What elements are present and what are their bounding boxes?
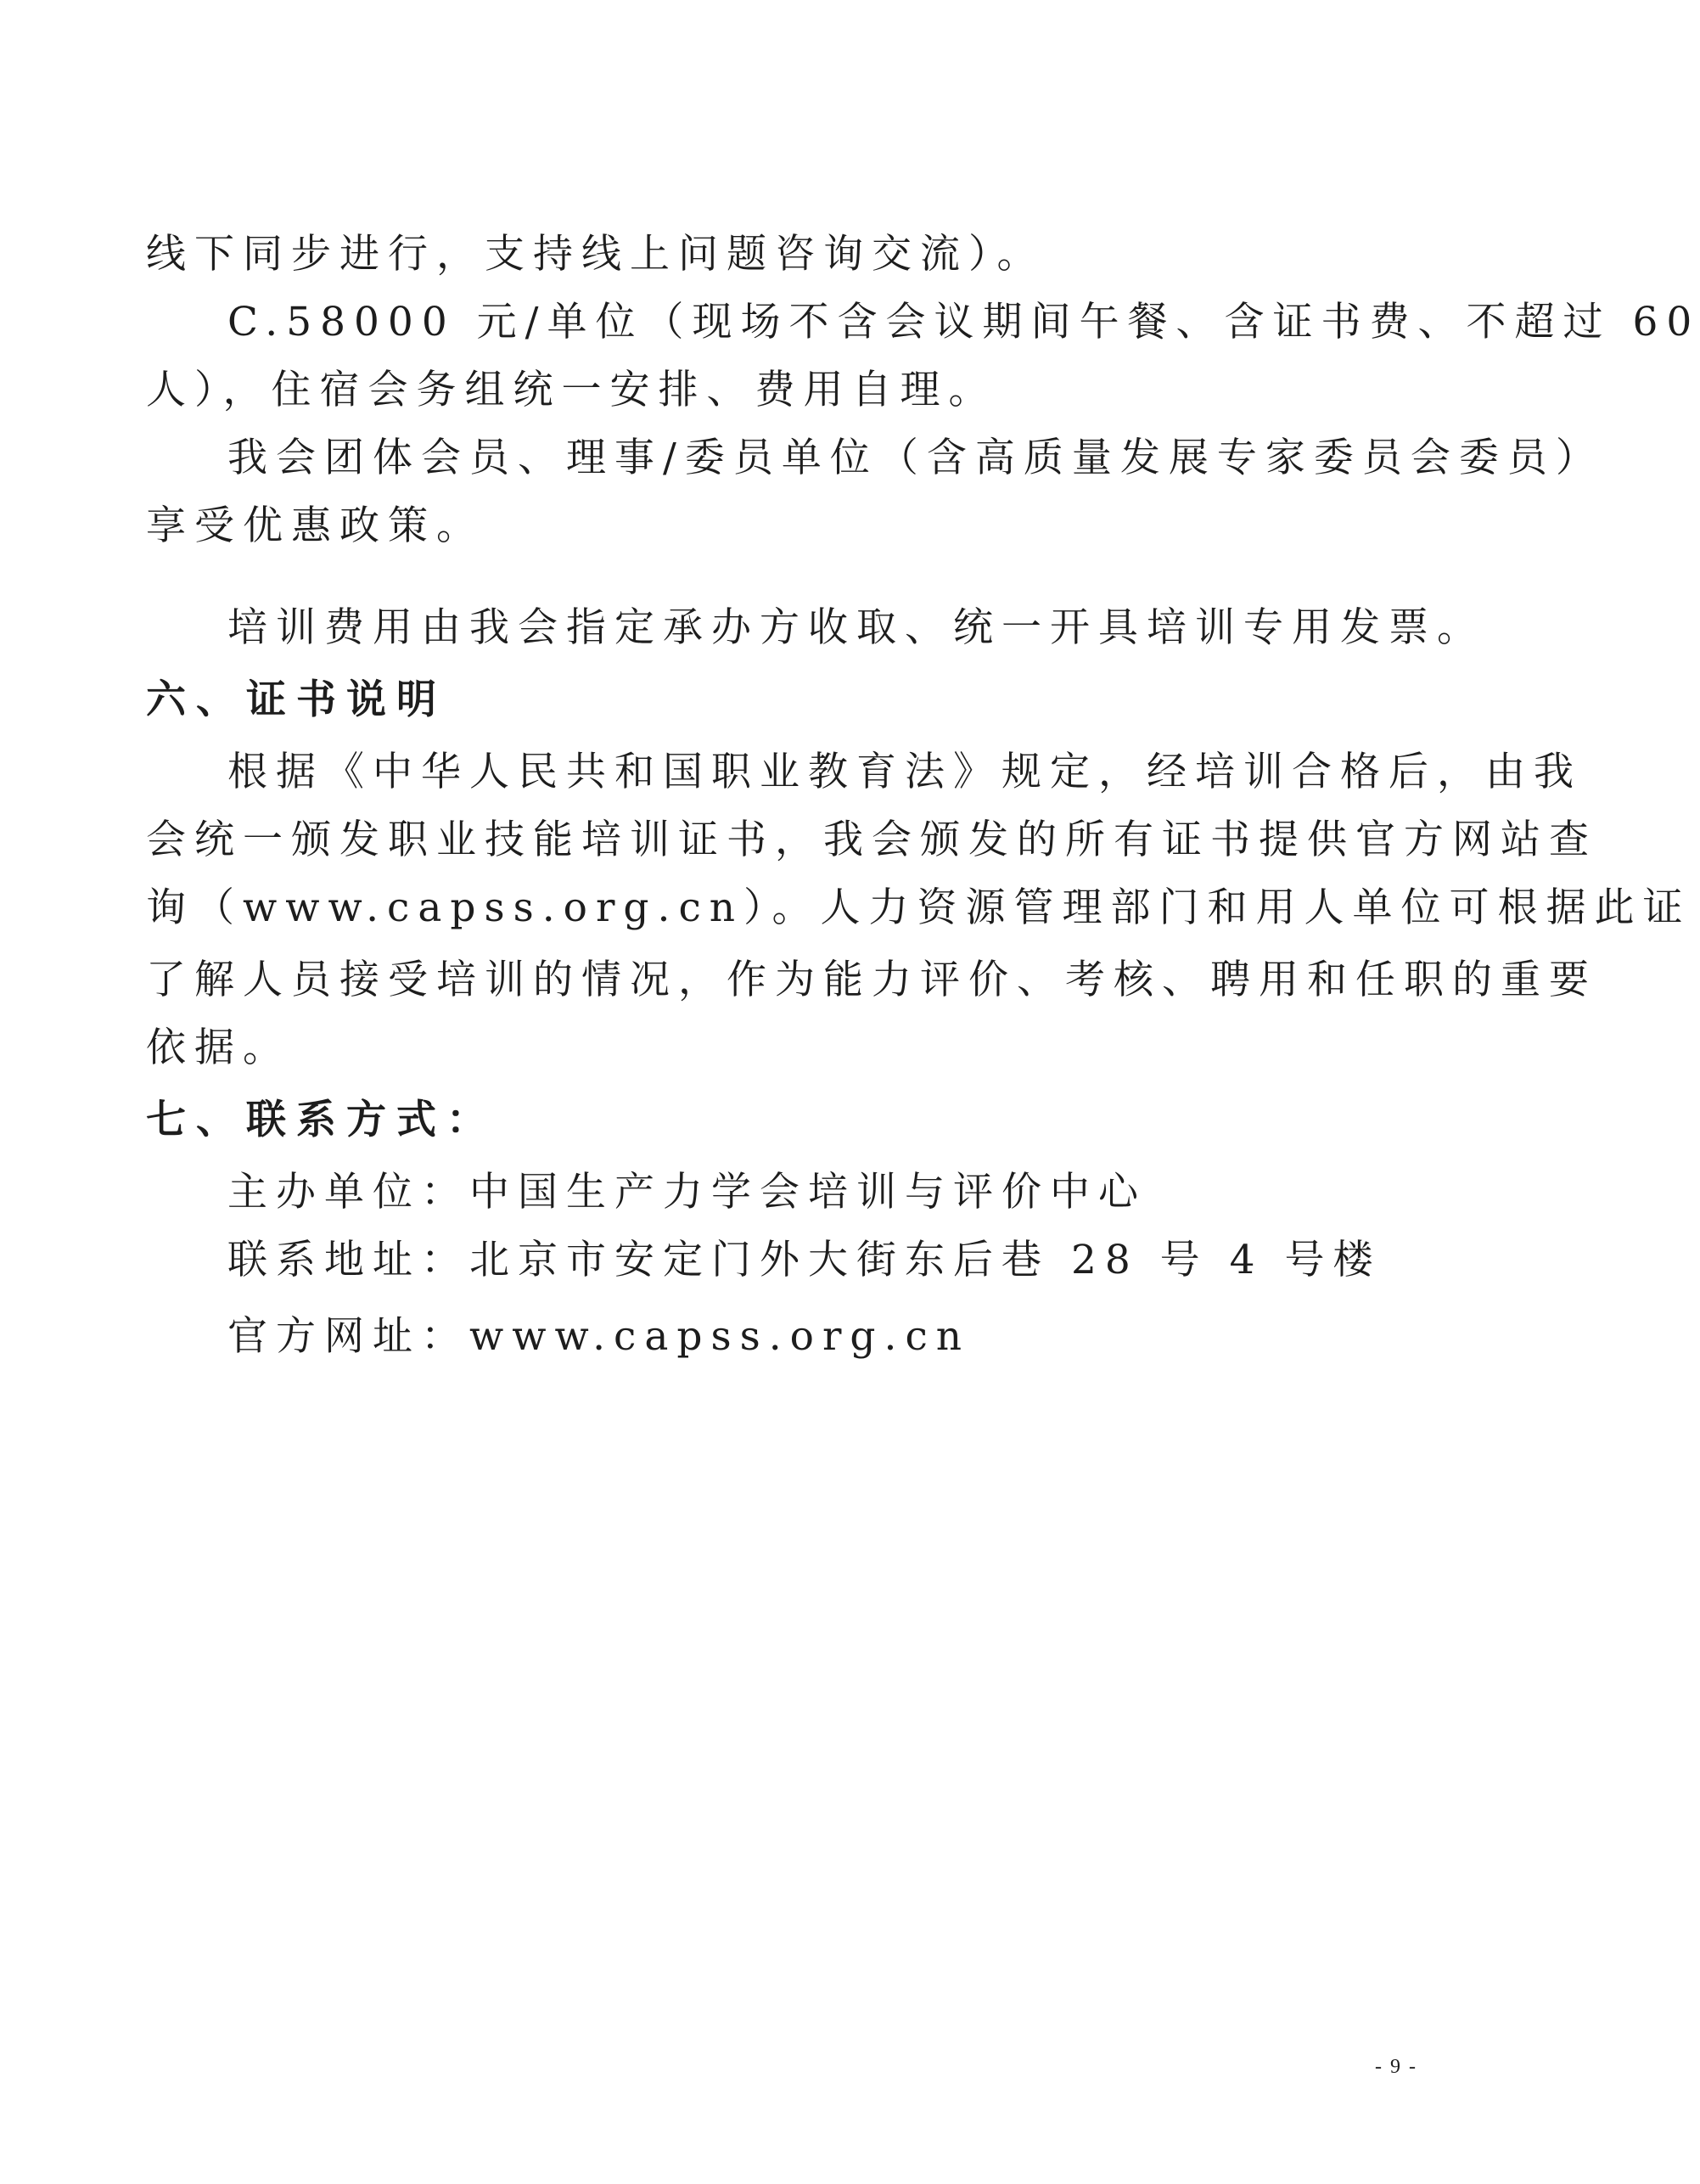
contact-line: 主办单位：中国生产力学会培训与评价中心 [227, 1169, 1147, 1216]
section-heading: 六、证书说明 [146, 677, 446, 723]
contact-line: 联系地址：北京市安定门外大街东后巷 28 号 4 号楼 [227, 1237, 1382, 1283]
paragraph-line: 线下同步进行，支持线上问题咨询交流）。 [146, 231, 1046, 278]
paragraph-line: 了解人员接受培训的情况，作为能力评价、考核、聘用和任职的重要 [146, 957, 1597, 1003]
contact-line: 官方网址：www.capss.org.cn [227, 1313, 971, 1360]
paragraph-line: 培训费用由我会指定承办方收取、统一开具培训专用发票。 [227, 604, 1485, 651]
section-heading: 七、联系方式： [146, 1097, 497, 1143]
page-number: - 9 - [1375, 2056, 1417, 2078]
paragraph-line: 我会团体会员、理事/委员单位（含高质量发展专家委员会委员） [227, 435, 1604, 481]
paragraph-line: 会统一颁发职业技能培训证书，我会颁发的所有证书提供官方网站查 [146, 817, 1597, 863]
paragraph-line: 享受优惠政策。 [146, 502, 485, 549]
paragraph-line: C.58000 元/单位（现场不含会议期间午餐、含证书费、不超过 60 [227, 299, 1700, 345]
paragraph-line: 询（www.capss.org.cn）。人力资源管理部门和用人单位可根据此证 [146, 884, 1692, 931]
paragraph-line: 依据。 [146, 1025, 291, 1071]
paragraph-line: 人），住宿会务组统一安排、费用自理。 [146, 367, 997, 413]
paragraph-line: 根据《中华人民共和国职业教育法》规定，经培训合格后，由我 [227, 749, 1582, 795]
